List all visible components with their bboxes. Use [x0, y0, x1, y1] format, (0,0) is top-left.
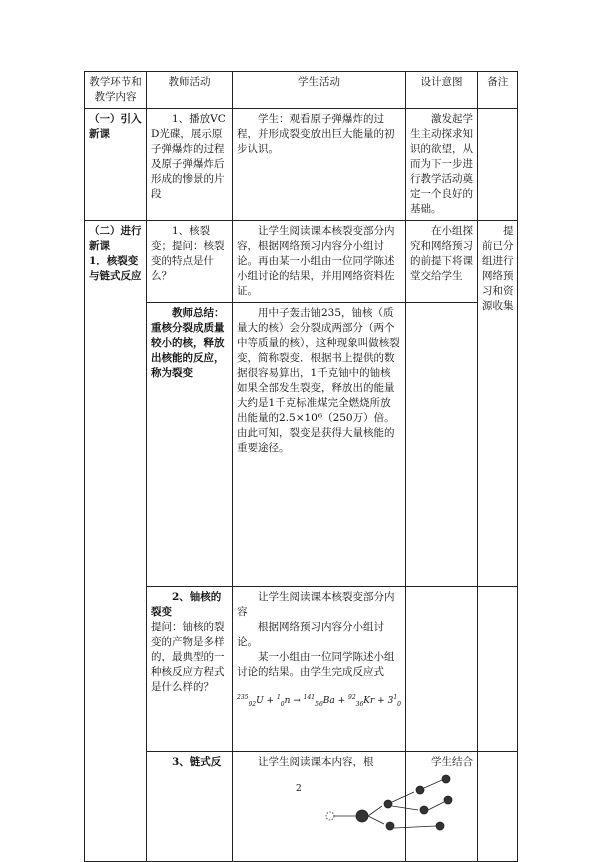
fission-section — [85, 221, 147, 862]
section-new-lesson: （二）进行新课 — [89, 225, 142, 252]
table-row-intro — [85, 109, 518, 221]
chain-note — [477, 752, 518, 862]
chain-student: 让学生阅读课本内容，根 — [233, 752, 406, 862]
uranium-teacher-body: 提问：铀核的裂变的产物是多样的，最典型的一种核反应方程式是什么样的？ — [151, 621, 225, 693]
intro-section: （一）引入新课 — [85, 109, 147, 221]
table-row-summary — [85, 303, 518, 587]
summary-teacher — [147, 303, 233, 587]
table-row-fission — [85, 221, 518, 303]
summary-intent — [405, 303, 477, 587]
fission-equation: $^{235}_{92}U + ^1_0n \to ^{141}_{56}Ba + ^{92}_{36}Kr + 3^1_0$ — [237, 694, 401, 708]
uranium-student-p2: 根据网络预习内容分小组讨论。 — [237, 621, 384, 648]
uranium-student-p3: 某一小组由一位同学陈述小组讨论的结果。由学生完成反应式 — [237, 651, 395, 678]
chain-teacher: 3、链式反 — [147, 752, 233, 862]
header-student: 学生活动 — [233, 72, 406, 109]
lesson-plan-table — [84, 71, 518, 862]
uranium-teacher-title: 2、铀核的裂变 — [151, 591, 222, 618]
chain-reaction-diagram — [318, 772, 458, 832]
header-teacher: 教师活动 — [147, 72, 233, 109]
uranium-student — [233, 587, 406, 752]
intro-teacher: 1、播放VCD光碟，展示原子弹爆炸的过程及原子弹爆炸后形成的惨景的片段 — [147, 109, 233, 221]
uranium-student-p1: 让学生阅读课本核裂变部分内容 — [237, 591, 395, 618]
fission-teacher: 1、核裂变；提问：核裂变的特点是什么？ — [147, 221, 233, 303]
uranium-intent — [405, 587, 477, 752]
uranium-teacher — [147, 587, 233, 752]
fission-intent: 在小组探究和网络预习的前提下将课堂交给学生 — [405, 221, 477, 303]
intro-note — [477, 109, 518, 221]
uranium-note — [477, 587, 518, 752]
table-header-row — [85, 72, 518, 109]
intro-intent: 激发起学生主动探求知识的欲望，从而为下一步进行教学活动奠定一个良好的基础。 — [405, 109, 477, 221]
summary-teacher-text: 教师总结：重核分裂成质量较小的核，释放出核能的反应，称为裂变 — [151, 307, 225, 379]
header-section: 教学环节和教学内容 — [85, 72, 147, 109]
table-row-uranium — [85, 587, 518, 752]
summary-student: 用中子轰击铀235，铀核（质量大的核）会分裂成两部分（两个中等质量的核），这种现象叫做核裂变，简称裂变．根据书上提供的数据很容易算出，1千克铀中的铀核如果全部发生裂变，释放出的能量大约是1千克标准煤完全燃烧所放出能量的2.5×10⁶（250万）倍。由此可知，裂变是获得大量核能的重要途径。 — [233, 303, 406, 587]
page-number: 2 — [296, 784, 302, 794]
chain-intent: 学生结合 — [405, 752, 477, 862]
header-intent: 设计意图 — [405, 72, 477, 109]
intro-student: 学生：观看原子弹爆炸的过程，并形成裂变放出巨大能量的初步认识。 — [233, 109, 406, 221]
fission-student: 让学生阅读课本核裂变部分内容，根据网络预习内容分小组讨论。再由某一小组由一位同学陈述小组讨论的结果，并用网络资料佐证。 — [233, 221, 406, 303]
header-note: 备注 — [477, 72, 518, 109]
section-fission-chain: 1．核裂变与链式反应 — [89, 255, 142, 282]
fission-note: 提前已分组进行网络预习和资源收集 — [477, 221, 518, 587]
